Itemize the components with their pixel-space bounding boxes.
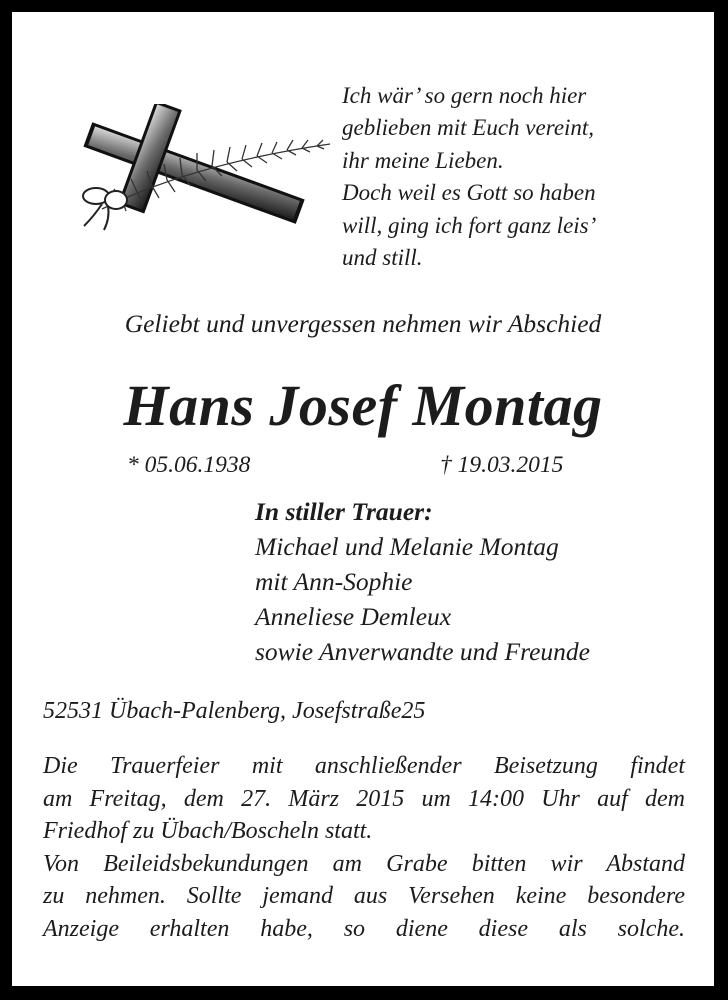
cross-with-palm-branch-icon [62,104,340,234]
obituary-notice [12,12,714,986]
service-line: am Freitag, dem 27. März 2015 um 14:00 Uhr auf dem [43,785,685,812]
service-line: zu nehmen. Sollte jemand aus Versehen keine besondere [43,883,685,910]
poem-line: ihr meine Lieben. [342,147,504,173]
deceased-name: Hans Josef Montag [123,373,603,438]
birth-date: * 05.06.1938 [127,452,251,478]
mourner-line: sowie Anverwandte und Freunde [255,637,590,666]
mourner-line: Anneliese Demleux [255,602,452,631]
mourners-heading: In stiller Trauer: [255,497,433,526]
service-line: Anzeige erhalten habe, so diene diese als solche. [43,915,685,942]
death-date: † 19.03.2015 [440,452,564,478]
poem-line: und still. [342,245,423,271]
address: 52531 Übach-Palenberg, Josefstraße25 [43,698,426,724]
mourner-line: mit Ann-Sophie [255,567,413,596]
poem-line: will, ging ich fort ganz leis’ [342,212,597,238]
poem-line: Ich wär’ so gern noch hier [342,83,587,108]
mourner-line: Michael und Melanie Montag [255,532,559,561]
service-line: Von Beileidsbekundungen am Grabe bitten wir Abstand [43,850,685,877]
service-line: Friedhof zu Übach/Boscheln statt. [43,818,373,845]
mourners-block [255,494,590,669]
service-line: Die Trauerfeier mit anschließender Beisetzung findet [43,753,685,779]
farewell-line: Geliebt und unvergessen nehmen wir Abschied [124,309,602,338]
poem [342,80,702,274]
poem-line: Doch weil es Gott so haben [342,180,596,206]
poem-line: geblieben mit Euch vereint, [342,115,595,141]
service-info [43,750,685,946]
